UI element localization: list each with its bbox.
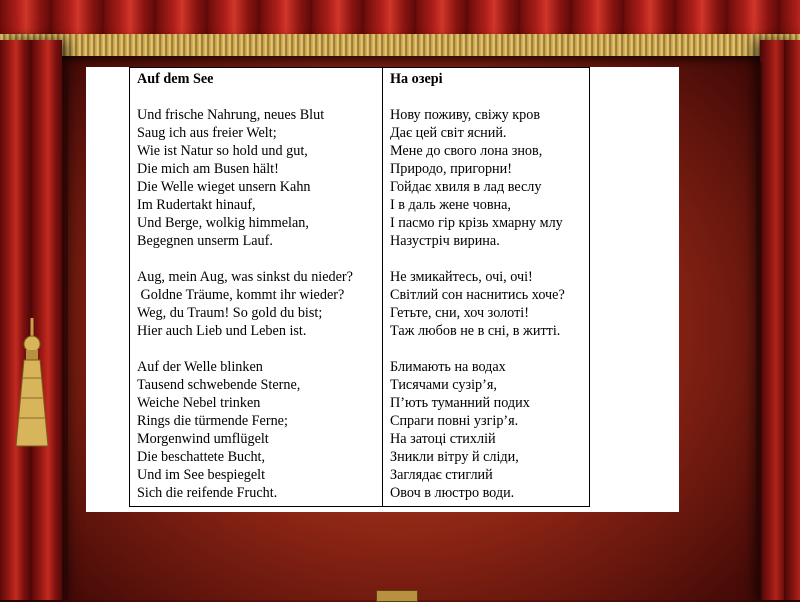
german-stanza-2 xyxy=(137,268,374,340)
poem-line: Morgenwind umflügelt xyxy=(137,431,269,447)
bottom-clip xyxy=(376,590,418,602)
poem-line: Goldne Träume, kommt ihr wieder? xyxy=(137,287,345,303)
poem-slide xyxy=(86,67,679,512)
poem-line: Und frische Nahrung, neues Blut xyxy=(137,107,325,123)
poem-line: Saug ich aus freier Welt; xyxy=(137,125,277,141)
poem-line: Зникли вітру й сліди, xyxy=(390,449,519,465)
frame-post-right xyxy=(756,62,762,600)
poem-line: Спраги повні узгір’я. xyxy=(390,413,519,429)
poem-line: Begegnen unserm Lauf. xyxy=(137,233,273,249)
ukrainian-stanza-1 xyxy=(390,106,581,250)
poem-line: Гетьте, сни, хоч золоті! xyxy=(390,305,529,321)
ukrainian-title: На озері xyxy=(390,71,443,87)
poem-line: Weiche Nebel trinken xyxy=(137,395,261,411)
poem-line: Und im See bespiegelt xyxy=(137,467,266,483)
poem-line: Природо, пригорни! xyxy=(390,161,512,177)
poem-line: Die mich am Busen hält! xyxy=(137,161,279,177)
poem-line: Мене до свого лона знов, xyxy=(390,143,543,159)
poem-line: І пасмо гір крізь хмарну млу xyxy=(390,215,563,231)
poem-line: Блимають на водах xyxy=(390,359,506,375)
poem-table xyxy=(129,67,590,507)
poem-line: Und Berge, wolkig himmelan, xyxy=(137,215,309,231)
ukrainian-stanza-3 xyxy=(390,358,581,502)
poem-line: Wie ist Natur so hold und gut, xyxy=(137,143,308,159)
poem-line: На затоці стихлій xyxy=(390,431,496,447)
poem-line: Weg, du Traum! So gold du bist; xyxy=(137,305,323,321)
ukrainian-stanza-2 xyxy=(390,268,581,340)
gold-fringe xyxy=(0,34,800,56)
poem-line: Овоч в люстро води. xyxy=(390,485,515,501)
frame-post-left xyxy=(62,62,68,600)
poem-line: Die Welle wieget unsern Kahn xyxy=(137,179,311,195)
poem-line: Гойдає хвиля в лад веслу xyxy=(390,179,542,195)
poem-line: Hier auch Lieb und Leben ist. xyxy=(137,323,307,339)
poem-line: Tausend schwebende Sterne, xyxy=(137,377,301,393)
poem-line: Заглядає стиглий xyxy=(390,467,493,483)
poem-line: Im Rudertakt hinauf, xyxy=(137,197,256,213)
poem-line: Rings die türmende Ferne; xyxy=(137,413,288,429)
german-stanza-1 xyxy=(137,106,374,250)
ukrainian-column xyxy=(383,68,590,507)
german-column xyxy=(130,68,383,507)
poem-line: І в даль жене човна, xyxy=(390,197,511,213)
poem-line: П’ють туманний подих xyxy=(390,395,530,411)
right-curtain xyxy=(760,40,800,600)
poem-line: Sich die reifende Frucht. xyxy=(137,485,278,501)
poem-line: Назустріч вирина. xyxy=(390,233,500,249)
poem-line: Тисячами сузір’я, xyxy=(390,377,497,393)
german-title: Auf dem See xyxy=(137,71,214,87)
poem-line: Нову поживу, свіжу кров xyxy=(390,107,541,123)
poem-line: Die beschattete Bucht, xyxy=(137,449,266,465)
poem-line: Auf der Welle blinken xyxy=(137,359,263,375)
tassel-icon xyxy=(14,318,50,450)
german-stanza-3 xyxy=(137,358,374,502)
poem-line: Не змикайтесь, очі, очі! xyxy=(390,269,533,285)
poem-line: Таж любов не в сні, в житті. xyxy=(390,323,561,339)
poem-line: Aug, mein Aug, was sinkst du nieder? xyxy=(137,269,353,285)
poem-line: Світлий сон наснитись хоче? xyxy=(390,287,565,303)
poem-line: Дає цей світ ясний. xyxy=(390,125,507,141)
